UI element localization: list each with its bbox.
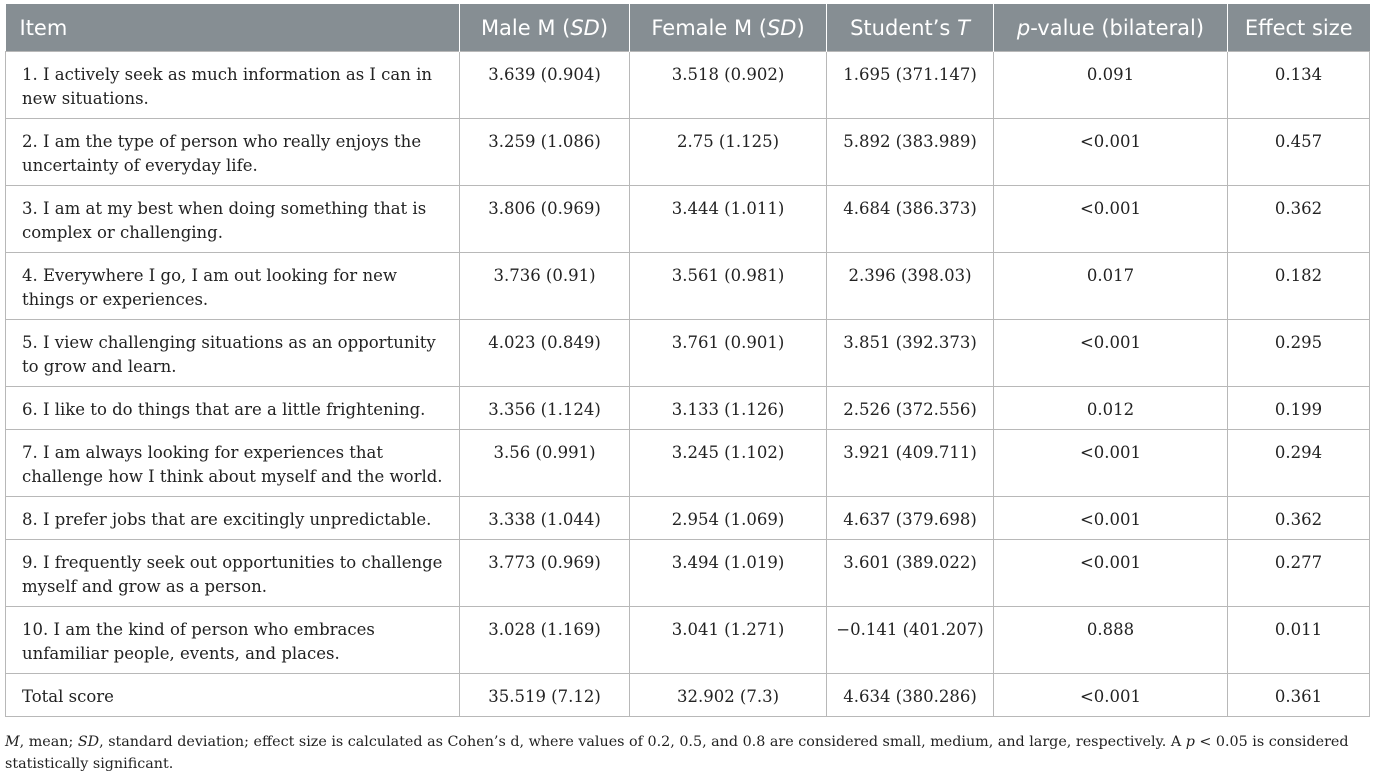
item-cell: 1. I actively seek as much information as I can in new situations. [6, 52, 460, 119]
item-cell: 10. I am the kind of person who embraces unfamiliar people, events, and places. [6, 607, 460, 674]
p-cell: <0.001 [994, 540, 1228, 607]
header-student-t: Student’s T [827, 4, 994, 52]
t-cell: 2.396 (398.03) [827, 253, 994, 320]
p-cell: <0.001 [994, 119, 1228, 186]
effect-cell: 0.277 [1228, 540, 1370, 607]
male-cell: 3.806 (0.969) [460, 186, 630, 253]
female-cell: 3.518 (0.902) [630, 52, 827, 119]
male-cell: 4.023 (0.849) [460, 320, 630, 387]
header-male: Male M (SD) [460, 4, 630, 52]
p-cell: <0.001 [994, 186, 1228, 253]
header-effect-size: Effect size [1228, 4, 1370, 52]
male-cell: 3.259 (1.086) [460, 119, 630, 186]
female-cell: 3.245 (1.102) [630, 430, 827, 497]
female-cell: 3.133 (1.126) [630, 387, 827, 430]
female-cell: 32.902 (7.3) [630, 674, 827, 717]
effect-cell: 0.294 [1228, 430, 1370, 497]
effect-cell: 0.182 [1228, 253, 1370, 320]
header-item: Item [6, 4, 460, 52]
effect-cell: 0.295 [1228, 320, 1370, 387]
table-row [6, 607, 1370, 674]
t-cell: 4.684 (386.373) [827, 186, 994, 253]
t-cell: 3.851 (392.373) [827, 320, 994, 387]
item-cell: 2. I am the type of person who really enjoys the uncertainty of everyday life. [6, 119, 460, 186]
item-cell: 9. I frequently seek out opportunities to challenge myself and grow as a person. [6, 540, 460, 607]
total-row [6, 674, 1370, 717]
table-footnote: M, mean; SD, standard deviation; effect size is calculated as Cohen’s d, where values of 0.2, 0.5, and 0.8 are considered small, medium, and large, respectively. A p < 0.05 is considered statistically significant. [5, 734, 1349, 772]
effect-cell: 0.457 [1228, 119, 1370, 186]
table-row [6, 52, 1370, 119]
t-cell: 4.634 (380.286) [827, 674, 994, 717]
male-cell: 3.338 (1.044) [460, 497, 630, 540]
effect-cell: 0.199 [1228, 387, 1370, 430]
effect-cell: 0.361 [1228, 674, 1370, 717]
female-cell: 3.444 (1.011) [630, 186, 827, 253]
female-cell: 3.041 (1.271) [630, 607, 827, 674]
table-container [5, 4, 1369, 717]
table-row [6, 387, 1370, 430]
t-cell: 1.695 (371.147) [827, 52, 994, 119]
effect-cell: 0.362 [1228, 497, 1370, 540]
male-cell: 3.56 (0.991) [460, 430, 630, 497]
header-female: Female M (SD) [630, 4, 827, 52]
t-cell: 5.892 (383.989) [827, 119, 994, 186]
t-cell: 3.921 (409.711) [827, 430, 994, 497]
header-row [6, 4, 1370, 52]
effect-cell: 0.011 [1228, 607, 1370, 674]
female-cell: 3.761 (0.901) [630, 320, 827, 387]
female-cell: 2.75 (1.125) [630, 119, 827, 186]
item-cell: 6. I like to do things that are a little frightening. [6, 387, 460, 430]
female-cell: 3.561 (0.981) [630, 253, 827, 320]
p-cell: <0.001 [994, 674, 1228, 717]
t-cell: 3.601 (389.022) [827, 540, 994, 607]
p-cell: 0.012 [994, 387, 1228, 430]
table-row [6, 186, 1370, 253]
item-cell: 4. Everywhere I go, I am out looking for new things or experiences. [6, 253, 460, 320]
male-cell: 35.519 (7.12) [460, 674, 630, 717]
t-cell: −0.141 (401.207) [827, 607, 994, 674]
effect-cell: 0.362 [1228, 186, 1370, 253]
male-cell: 3.356 (1.124) [460, 387, 630, 430]
male-cell: 3.736 (0.91) [460, 253, 630, 320]
header-p-value: p-value (bilateral) [994, 4, 1228, 52]
table-row [6, 540, 1370, 607]
p-cell: 0.091 [994, 52, 1228, 119]
item-cell: Total score [6, 674, 460, 717]
p-cell: 0.017 [994, 253, 1228, 320]
table-row [6, 320, 1370, 387]
item-cell: 8. I prefer jobs that are excitingly unpredictable. [6, 497, 460, 540]
item-cell: 5. I view challenging situations as an opportunity to grow and learn. [6, 320, 460, 387]
table-row [6, 497, 1370, 540]
male-cell: 3.773 (0.969) [460, 540, 630, 607]
results-table [5, 4, 1370, 717]
table-row [6, 119, 1370, 186]
p-cell: <0.001 [994, 497, 1228, 540]
item-cell: 3. I am at my best when doing something that is complex or challenging. [6, 186, 460, 253]
female-cell: 3.494 (1.019) [630, 540, 827, 607]
effect-cell: 0.134 [1228, 52, 1370, 119]
table-row [6, 430, 1370, 497]
item-cell: 7. I am always looking for experiences that challenge how I think about myself and the world. [6, 430, 460, 497]
t-cell: 2.526 (372.556) [827, 387, 994, 430]
table-row [6, 253, 1370, 320]
p-cell: <0.001 [994, 320, 1228, 387]
male-cell: 3.028 (1.169) [460, 607, 630, 674]
t-cell: 4.637 (379.698) [827, 497, 994, 540]
male-cell: 3.639 (0.904) [460, 52, 630, 119]
p-cell: <0.001 [994, 430, 1228, 497]
p-cell: 0.888 [994, 607, 1228, 674]
female-cell: 2.954 (1.069) [630, 497, 827, 540]
